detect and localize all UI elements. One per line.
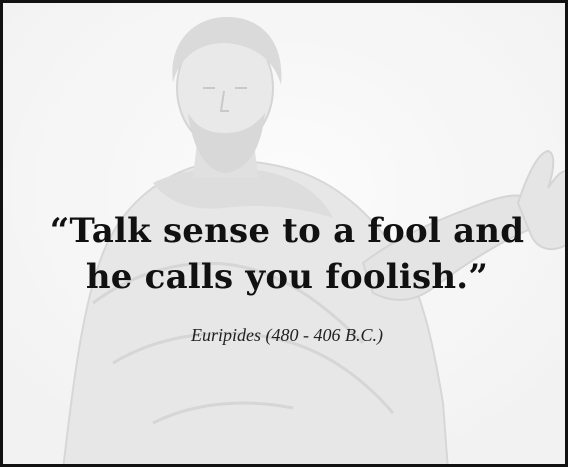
quote-line-1: “Talk sense to a fool and [49, 211, 525, 251]
quote-text [3, 208, 568, 300]
quote-line-2: he calls you foolish.” [85, 257, 489, 297]
quote-attribution: Euripides (480 - 406 B.C.) [191, 325, 383, 345]
